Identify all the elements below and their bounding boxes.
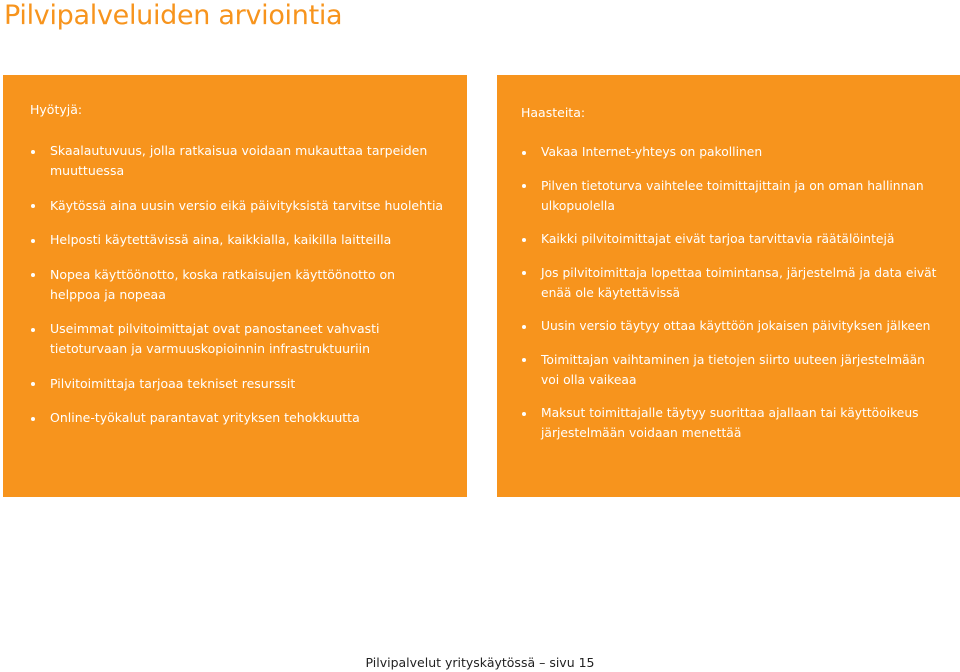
list-item [521, 142, 942, 162]
list-item-text: Nopea käyttöönotto, koska ratkaisujen käyttöönotto on helppoa ja nopeaa [50, 266, 396, 302]
bullet-icon [31, 273, 35, 277]
list-item [521, 316, 942, 336]
list-item-text: Helposti käytettävissä aina, kaikkialla, kaikilla laitteilla [50, 232, 392, 247]
bullet-icon [31, 328, 35, 332]
list-item [30, 374, 449, 394]
page-footer: Pilvipalvelut yrityskäytössä – sivu 15 [365, 655, 595, 670]
bullet-icon [31, 382, 35, 386]
list-item-text: Toimittajan vaihtaminen ja tietojen siirto uuteen järjestelmään voi olla vaikeaa [541, 352, 925, 387]
list-item [521, 263, 942, 303]
list-item [521, 176, 942, 216]
bullet-icon [522, 184, 526, 188]
list-item-text: Vakaa Internet-yhteys on pakollinen [541, 145, 763, 159]
bullet-icon [522, 358, 526, 362]
list-item-text: Skaalautuvuus, jolla ratkaisua voidaan mukauttaa tarpeiden muuttuessa [50, 143, 428, 178]
list-item [521, 229, 942, 249]
list-item-text: Maksut toimittajalle täytyy suorittaa ajallaan tai käyttöoikeus järjestelmään voidaan menettää [541, 406, 919, 440]
list-item [30, 230, 449, 250]
list-item-text: Pilven tietoturva vaihtelee toimittajittain ja on oman hallinnan ulkopuolella [541, 178, 924, 213]
list-item-text: Kaikki pilvitoimittajat eivät tarjoa tarvittavia räätälöintejä [541, 232, 895, 246]
list-item-text: Pilvitoimittaja tarjoaa tekniset resurssit [50, 375, 296, 391]
benefits-heading: Hyötyjä: [30, 102, 83, 117]
list-item [30, 265, 449, 305]
bullet-icon [522, 238, 526, 242]
list-item-text: Käytössä aina uusin versio eikä päivityksistä tarvitse huolehtia [50, 197, 444, 213]
challenges-panel [497, 75, 960, 497]
bullet-icon [31, 239, 35, 243]
list-item [30, 141, 449, 181]
page-title: Pilvipalveluiden arviointia [4, 0, 343, 31]
list-item-text: Useimmat pilvitoimittajat ovat panostaneet vahvasti tietoturvaan ja varmuuskopioinnin infrastruktuuriin [50, 321, 380, 356]
bullet-icon [31, 150, 35, 154]
benefits-list [30, 141, 449, 428]
list-item-text: Uusin versio täytyy ottaa käyttöön jokaisen päivityksen jälkeen [541, 319, 931, 333]
bullet-icon [522, 271, 526, 275]
bullet-icon [522, 151, 526, 155]
bullet-icon [31, 417, 35, 421]
challenges-heading: Haasteita: [521, 105, 586, 120]
benefits-panel [3, 75, 467, 497]
list-item-text: Online-työkalut parantavat yrityksen tehokkuutta [50, 410, 360, 425]
list-item [30, 319, 449, 359]
list-item [521, 403, 942, 443]
list-item [30, 196, 449, 216]
challenges-list [521, 142, 942, 443]
bullet-icon [522, 325, 526, 329]
list-item-text: Jos pilvitoimittaja lopettaa toimintansa, järjestelmä ja data eivät enää ole käytettävissä [541, 265, 937, 300]
list-item [521, 350, 942, 390]
list-item [30, 408, 449, 428]
bullet-icon [31, 204, 35, 208]
bullet-icon [522, 412, 526, 416]
